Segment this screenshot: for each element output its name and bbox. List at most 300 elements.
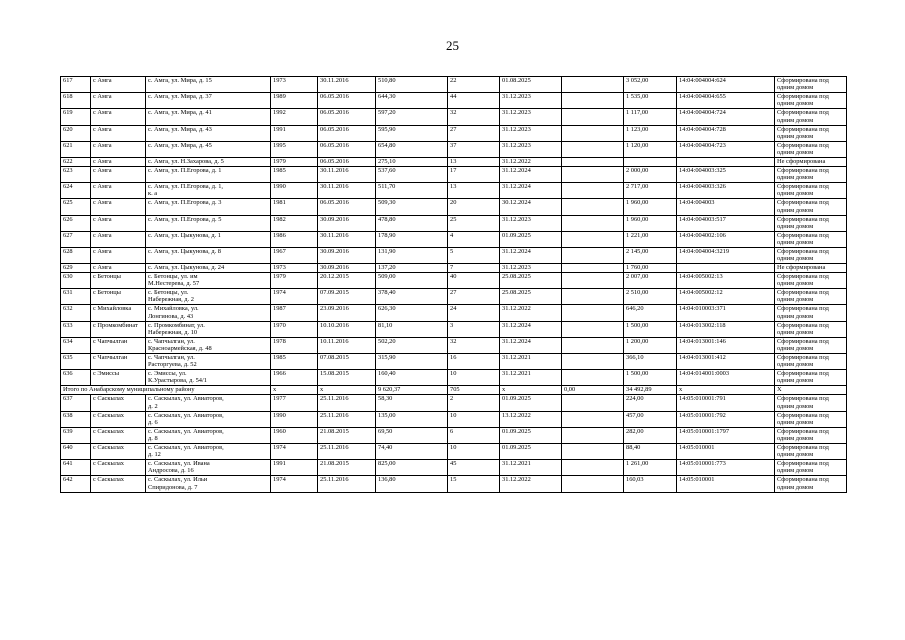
table-cell: 2	[448, 395, 500, 411]
table-cell: 366,10	[624, 354, 677, 370]
table-cell: 315,90	[376, 354, 448, 370]
table-cell: 1982	[271, 215, 318, 231]
table-cell: 10	[448, 411, 500, 427]
table-cell: с. Бетонцы, ул. им М.Нестерева, д. 57	[146, 273, 271, 289]
table-row	[61, 247, 847, 263]
table-cell: 1967	[271, 247, 318, 263]
table-cell	[562, 199, 624, 215]
table-row	[61, 427, 847, 443]
table-cell: Сформирована под одним домом	[775, 370, 847, 386]
table-cell: 14:04:013001:412	[677, 354, 775, 370]
table-cell: 1 960,00	[624, 215, 677, 231]
table-cell: 1973	[271, 77, 318, 93]
table-cell: 1979	[271, 157, 318, 166]
table-cell: с. Саскылах, ул. Ивана Андросова, д. 16	[146, 460, 271, 476]
table-cell: с. Амга, ул. Мира, д. 45	[146, 141, 271, 157]
table-row	[61, 125, 847, 141]
table-cell: с Амга	[91, 141, 146, 157]
table-cell: 31.12.2022	[500, 305, 562, 321]
table-cell: 595,90	[376, 125, 448, 141]
table-cell: 31.12.2024	[500, 166, 562, 182]
table-row	[61, 93, 847, 109]
table-cell: 620	[61, 125, 91, 141]
table-cell: с. Промкомбинат, ул. Набережная, д. 10	[146, 321, 271, 337]
table-cell: 88,40	[624, 443, 677, 459]
table-cell: 14:05:010001:1797	[677, 427, 775, 443]
table-cell: 14:05:010001	[677, 443, 775, 459]
table-cell: 638	[61, 411, 91, 427]
table-cell: 7	[448, 264, 500, 273]
table-row	[61, 337, 847, 353]
table-cell: 597,20	[376, 109, 448, 125]
table-cell: 31.12.2023	[500, 215, 562, 231]
table-cell: Не сформирована	[775, 157, 847, 166]
table-row	[61, 460, 847, 476]
table-cell: 1 120,00	[624, 141, 677, 157]
table-cell: 1985	[271, 166, 318, 182]
table-cell: 23.09.2016	[318, 305, 376, 321]
table-row	[61, 264, 847, 273]
table-cell: 14:04:004004:624	[677, 77, 775, 93]
table-cell: 16	[448, 354, 500, 370]
table-cell: 625	[61, 199, 91, 215]
table-cell: 14:04:004004:728	[677, 125, 775, 141]
table-cell: Сформирована под одним домом	[775, 77, 847, 93]
table-cell: с Саскылах	[91, 427, 146, 443]
table-cell: 511,70	[376, 183, 448, 199]
table-cell: с Амга	[91, 215, 146, 231]
table-cell: с Чапчылган	[91, 337, 146, 353]
table-cell: 10.10.2016	[318, 321, 376, 337]
table-cell: Не сформирована	[775, 264, 847, 273]
table-cell: с. Амга, ул. Мира, д. 15	[146, 77, 271, 93]
table-cell: Х	[775, 386, 847, 395]
table-cell: 17	[448, 166, 500, 182]
table-cell: 641	[61, 460, 91, 476]
table-cell: Сформирована под одним домом	[775, 141, 847, 157]
table-cell	[562, 93, 624, 109]
table-cell: 631	[61, 289, 91, 305]
table-cell: 624	[61, 183, 91, 199]
table-cell: с Амга	[91, 109, 146, 125]
table-cell: 06.05.2016	[318, 141, 376, 157]
table-cell	[562, 125, 624, 141]
table-cell: Сформирована под одним домом	[775, 289, 847, 305]
table-cell: с Саскылах	[91, 411, 146, 427]
table-cell: 1 117,00	[624, 109, 677, 125]
table-cell: х	[500, 386, 562, 395]
table-cell: 137,20	[376, 264, 448, 273]
table-cell: 640	[61, 443, 91, 459]
table-cell: 629	[61, 264, 91, 273]
table-cell: Сформирована под одним домом	[775, 395, 847, 411]
table-cell	[562, 305, 624, 321]
table-row	[61, 273, 847, 289]
table-cell	[562, 337, 624, 353]
table-cell: 509,00	[376, 273, 448, 289]
table-cell	[562, 215, 624, 231]
table-cell: 01.09.2025	[500, 427, 562, 443]
table-cell: 25.11.2016	[318, 395, 376, 411]
table-cell: с Амга	[91, 157, 146, 166]
table-cell: 2 717,00	[624, 183, 677, 199]
table-cell: 74,40	[376, 443, 448, 459]
table-row	[61, 289, 847, 305]
table-cell: с. Амга, ул. Цыкунова, д. 8	[146, 247, 271, 263]
table-cell: Сформирована под одним домом	[775, 231, 847, 247]
table-cell: 9 620,37	[376, 386, 448, 395]
table-cell: Сформирована под одним домом	[775, 183, 847, 199]
table-cell: Сформирована под одним домом	[775, 321, 847, 337]
table-cell: 282,00	[624, 427, 677, 443]
table-cell: 14:04:005002:13	[677, 273, 775, 289]
table-cell: Сформирована под одним домом	[775, 199, 847, 215]
table-cell	[562, 247, 624, 263]
table-cell: 1970	[271, 321, 318, 337]
table-cell: с Чапчылган	[91, 354, 146, 370]
table-cell: Сформирована под одним домом	[775, 427, 847, 443]
table-cell: 178,90	[376, 231, 448, 247]
table-row	[61, 476, 847, 492]
table-cell: Сформирована под одним домом	[775, 411, 847, 427]
table-cell: 275,10	[376, 157, 448, 166]
table-cell: Сформирована под одним домом	[775, 337, 847, 353]
table-row	[61, 157, 847, 166]
table-cell: с Саскылах	[91, 476, 146, 492]
table-cell: с. Эмиссы, ул. К.Урастырова, д. 54/1	[146, 370, 271, 386]
table-cell	[562, 460, 624, 476]
table-cell: 1 760,00	[624, 264, 677, 273]
table-cell: 1987	[271, 305, 318, 321]
table-cell: с. Амга, ул. Н.Захарова, д. 5	[146, 157, 271, 166]
table-cell: 31.12.2022	[500, 157, 562, 166]
table-cell	[562, 370, 624, 386]
table-cell	[562, 157, 624, 166]
housing-registry-table	[60, 76, 847, 493]
table-cell: х	[318, 386, 376, 395]
table-cell: с Амга	[91, 125, 146, 141]
table-cell: 1 261,00	[624, 460, 677, 476]
table-cell: Сформирована под одним домом	[775, 305, 847, 321]
table-cell: с. Саскылах, ул. Авиаторов, д. 12	[146, 443, 271, 459]
table-cell: 1991	[271, 125, 318, 141]
table-cell: с. Амга, ул. П.Егорова, д. 1, к. а	[146, 183, 271, 199]
table-cell: 1 123,00	[624, 125, 677, 141]
table-cell: 06.05.2016	[318, 109, 376, 125]
table-cell: с. Амга, ул. П.Егорова, д. 1	[146, 166, 271, 182]
table-cell: 14:05:010001:792	[677, 411, 775, 427]
table-cell: 14:05:010001	[677, 476, 775, 492]
table-cell: 14:04:004003	[677, 199, 775, 215]
table-cell: с. Амга, ул. Мира, д. 43	[146, 125, 271, 141]
table-cell: 705	[448, 386, 500, 395]
table-cell: 618	[61, 93, 91, 109]
table-cell: 30.09.2016	[318, 215, 376, 231]
table-cell: 1995	[271, 141, 318, 157]
table-cell: 1 500,00	[624, 321, 677, 337]
table-cell: Сформирована под одним домом	[775, 273, 847, 289]
table-cell: 24	[448, 305, 500, 321]
table-cell	[562, 183, 624, 199]
table-cell: 654,80	[376, 141, 448, 157]
table-cell: 07.08.2015	[318, 354, 376, 370]
table-cell: 637	[61, 395, 91, 411]
table-body	[61, 77, 847, 493]
table-cell: 25.11.2016	[318, 411, 376, 427]
table-cell: 31.12.2023	[500, 125, 562, 141]
table-cell: 13.12.2022	[500, 411, 562, 427]
table-cell: с Промкомбинат	[91, 321, 146, 337]
table-cell: Сформирована под одним домом	[775, 443, 847, 459]
table-cell: 1 500,00	[624, 370, 677, 386]
table-cell: 01.09.2025	[500, 231, 562, 247]
table-cell: с Эмиссы	[91, 370, 146, 386]
table-cell: 31.12.2023	[500, 264, 562, 273]
table-cell: Сформирована под одним домом	[775, 93, 847, 109]
table-cell	[562, 109, 624, 125]
table-cell: 01.09.2025	[500, 395, 562, 411]
table-cell: 10	[448, 370, 500, 386]
table-cell: 622	[61, 157, 91, 166]
table-cell: 1990	[271, 183, 318, 199]
table-cell: 0,00	[562, 386, 624, 395]
table-cell: 31.12.2024	[500, 321, 562, 337]
table-cell	[562, 141, 624, 157]
table-cell	[562, 273, 624, 289]
table-cell	[562, 321, 624, 337]
table-cell: 1981	[271, 199, 318, 215]
table-row	[61, 411, 847, 427]
table-cell: 633	[61, 321, 91, 337]
total-label: Итого по Анабарскому муниципальному району	[61, 386, 271, 395]
table-cell: 45	[448, 460, 500, 476]
table-cell: Сформирована под одним домом	[775, 109, 847, 125]
table-cell: с. Чапчылган, ул. Расторгуева, д. 52	[146, 354, 271, 370]
table-cell: 628	[61, 247, 91, 263]
table-cell: 619	[61, 109, 91, 125]
table-cell	[624, 157, 677, 166]
table-cell	[677, 264, 775, 273]
table-cell: 642	[61, 476, 91, 492]
table-cell: 14:05:010001:791	[677, 395, 775, 411]
table-row	[61, 166, 847, 182]
table-cell	[562, 476, 624, 492]
table-cell: 25.11.2016	[318, 443, 376, 459]
table-cell: 06.05.2016	[318, 157, 376, 166]
table-cell	[562, 231, 624, 247]
table-cell: 25.08.2025	[500, 273, 562, 289]
table-cell: Сформирована под одним домом	[775, 215, 847, 231]
table-cell: с. Чапчылган, ул. Красноармейская, д. 48	[146, 337, 271, 353]
table-cell: 31.12.2024	[500, 247, 562, 263]
table-cell: 81,10	[376, 321, 448, 337]
table-cell: с Саскылах	[91, 460, 146, 476]
table-cell: 32	[448, 337, 500, 353]
table-cell: 14:04:014001:0003	[677, 370, 775, 386]
table-cell	[677, 157, 775, 166]
table-cell: 30.11.2016	[318, 77, 376, 93]
table-cell	[562, 411, 624, 427]
table-cell: с Амга	[91, 247, 146, 263]
table-cell: с Бетонцы	[91, 289, 146, 305]
table-cell: 21.08.2015	[318, 427, 376, 443]
table-cell: 30.12.2024	[500, 199, 562, 215]
table-cell: 14:04:005002:12	[677, 289, 775, 305]
table-cell	[562, 427, 624, 443]
table-row	[61, 183, 847, 199]
table-cell: 1979	[271, 273, 318, 289]
table-cell	[562, 264, 624, 273]
table-cell: 635	[61, 354, 91, 370]
table-row	[61, 141, 847, 157]
table-cell: 224,00	[624, 395, 677, 411]
table-cell: с Михайловка	[91, 305, 146, 321]
table-cell: 135,00	[376, 411, 448, 427]
table-cell: 632	[61, 305, 91, 321]
page-number: 25	[446, 38, 459, 53]
table-row	[61, 370, 847, 386]
table-cell: с. Амга, ул. Цыкунова, д. 24	[146, 264, 271, 273]
table-row	[61, 77, 847, 93]
table-cell: 14:04:004002:106	[677, 231, 775, 247]
table-cell: 1985	[271, 354, 318, 370]
table-cell: 1978	[271, 337, 318, 353]
table-cell: 22	[448, 77, 500, 93]
table-cell: 1 960,00	[624, 199, 677, 215]
table-cell: 478,80	[376, 215, 448, 231]
table-cell: 627	[61, 231, 91, 247]
table-cell: с Амга	[91, 93, 146, 109]
table-cell: с. Амга, ул. П.Егорова, д. 3	[146, 199, 271, 215]
table-cell: 644,30	[376, 93, 448, 109]
table-cell: 3	[448, 321, 500, 337]
table-cell: с Амга	[91, 77, 146, 93]
table-cell: 14:05:010001:773	[677, 460, 775, 476]
table-row	[61, 231, 847, 247]
table-cell: 1960	[271, 427, 318, 443]
table-cell: 160,03	[624, 476, 677, 492]
table-cell: 30.11.2016	[318, 231, 376, 247]
table-cell: с Амга	[91, 231, 146, 247]
table-cell: Сформирована под одним домом	[775, 125, 847, 141]
table-cell: 31.12.2024	[500, 183, 562, 199]
table-cell: 30.09.2016	[318, 264, 376, 273]
table-cell: 34 492,89	[624, 386, 677, 395]
table-cell: 623	[61, 166, 91, 182]
table-cell: с Амга	[91, 183, 146, 199]
table-cell: 510,80	[376, 77, 448, 93]
table-cell: 31.12.2023	[500, 141, 562, 157]
table-cell: Сформирована под одним домом	[775, 166, 847, 182]
table-cell: 01.08.2025	[500, 77, 562, 93]
table-row	[61, 199, 847, 215]
table-cell: 40	[448, 273, 500, 289]
table-cell: 10.11.2016	[318, 337, 376, 353]
table-cell: 2 007,00	[624, 273, 677, 289]
table-row	[61, 215, 847, 231]
table-cell: 14:04:004004:724	[677, 109, 775, 125]
table-cell: Сформирована под одним домом	[775, 354, 847, 370]
table-row	[61, 354, 847, 370]
table-cell: 20.12.2015	[318, 273, 376, 289]
table-cell	[562, 395, 624, 411]
table-cell: Сформирована под одним домом	[775, 247, 847, 263]
table-cell: 1 221,00	[624, 231, 677, 247]
table-cell: 1 200,00	[624, 337, 677, 353]
table-cell: 1974	[271, 289, 318, 305]
table-cell: 378,40	[376, 289, 448, 305]
table-cell: 626	[61, 215, 91, 231]
table-cell: 136,80	[376, 476, 448, 492]
table-cell: с Амга	[91, 264, 146, 273]
table-cell: 69,50	[376, 427, 448, 443]
table-cell: 14:04:004004:723	[677, 141, 775, 157]
table-cell: 2 145,00	[624, 247, 677, 263]
table-cell: 457,00	[624, 411, 677, 427]
table-cell: 1974	[271, 476, 318, 492]
table-cell: с. Михайловка, ул. Лонгинова, д. 43	[146, 305, 271, 321]
table-cell: 21.08.2015	[318, 460, 376, 476]
table-cell: 14:04:004004:655	[677, 93, 775, 109]
table-cell: 621	[61, 141, 91, 157]
table-cell: 31.12.2024	[500, 337, 562, 353]
table-cell: 2 510,00	[624, 289, 677, 305]
table-cell: 3 052,00	[624, 77, 677, 93]
table-row	[61, 395, 847, 411]
table-cell: 37	[448, 141, 500, 157]
table-row	[61, 109, 847, 125]
table-cell: 15.08.2015	[318, 370, 376, 386]
table-cell: 14:04:004004:3219	[677, 247, 775, 263]
table-cell: 32	[448, 109, 500, 125]
table-cell: 58,30	[376, 395, 448, 411]
table-cell: 630	[61, 273, 91, 289]
table-cell: 10	[448, 443, 500, 459]
table-cell: 1990	[271, 411, 318, 427]
table-row	[61, 443, 847, 459]
table-cell: с Амга	[91, 199, 146, 215]
table-cell: с Саскылах	[91, 443, 146, 459]
table-cell: с. Саскылах, ул. Авиаторов, д. 8	[146, 427, 271, 443]
table-cell: 617	[61, 77, 91, 93]
table-cell	[562, 289, 624, 305]
table-cell: 646,20	[624, 305, 677, 321]
table-cell: 636	[61, 370, 91, 386]
table-cell: с. Амга, ул. П.Егорова, д. 5	[146, 215, 271, 231]
table-cell: Сформирована под одним домом	[775, 460, 847, 476]
table-cell: 1992	[271, 109, 318, 125]
table-cell: 27	[448, 289, 500, 305]
table-cell: 1 535,00	[624, 93, 677, 109]
table-cell: 14:04:013002:118	[677, 321, 775, 337]
table-cell: 626,30	[376, 305, 448, 321]
table-cell: 15	[448, 476, 500, 492]
table-cell: с. Амга, ул. Мира, д. 37	[146, 93, 271, 109]
table-cell: с. Саскылах, ул. Авиаторов, д. 6	[146, 411, 271, 427]
table-cell: 13	[448, 157, 500, 166]
table-cell: с. Саскылах, ул. Авиаторов, д. 2	[146, 395, 271, 411]
table-cell: 1973	[271, 264, 318, 273]
table-cell: 160,40	[376, 370, 448, 386]
table-row	[61, 321, 847, 337]
table-cell: с. Амга, ул. Мира, д. 41	[146, 109, 271, 125]
table-cell: 1974	[271, 443, 318, 459]
table-cell: х	[271, 386, 318, 395]
table-cell: 31.12.2023	[500, 109, 562, 125]
table-cell: с. Бетонцы, ул. Набережная, д. 2	[146, 289, 271, 305]
table-cell: 14:04:013001:146	[677, 337, 775, 353]
table-cell: 25	[448, 215, 500, 231]
